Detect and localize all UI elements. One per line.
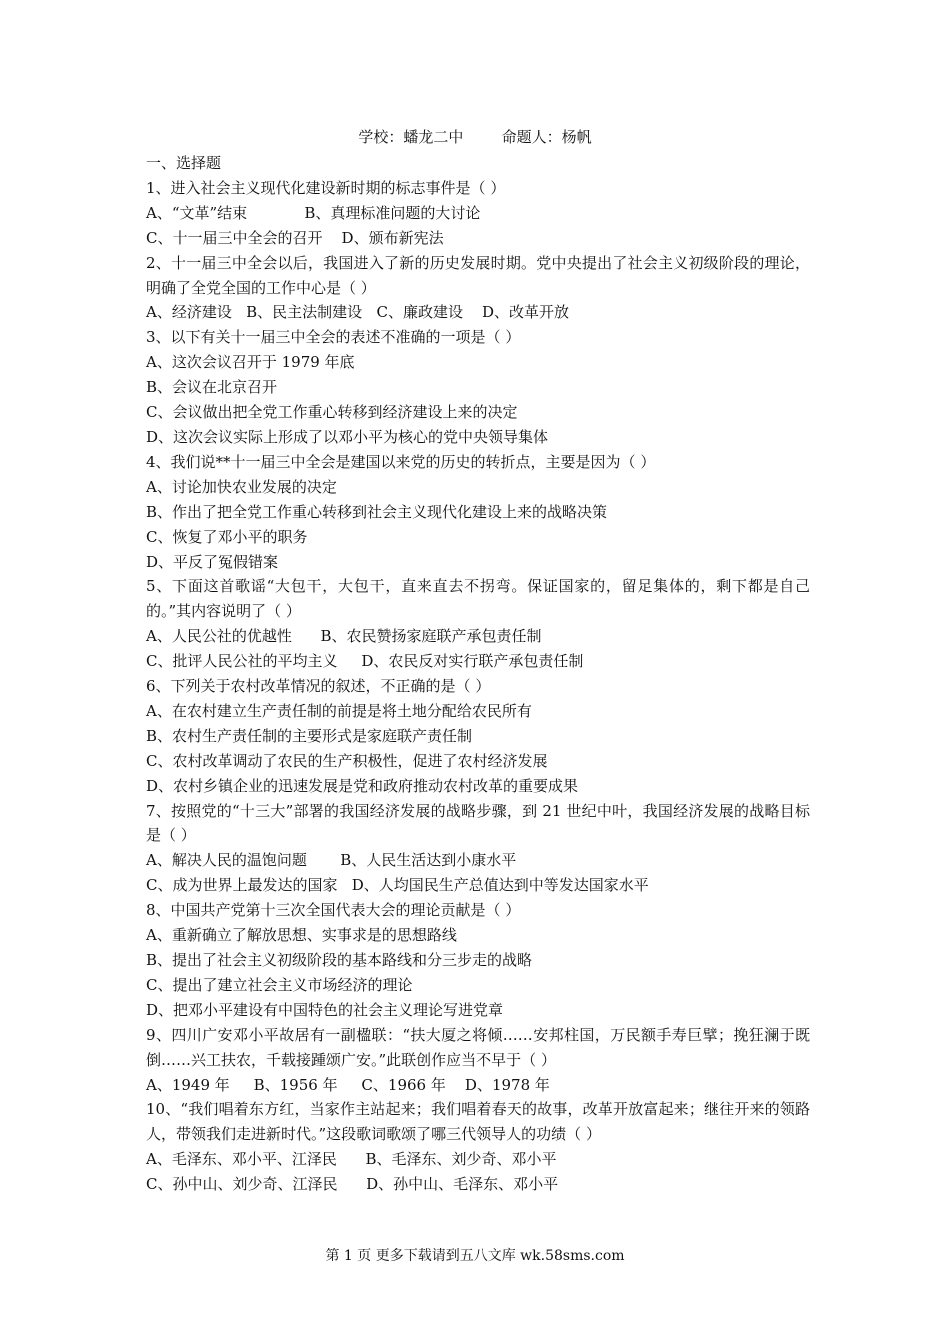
answer-option-line: D、把邓小平建设有中国特色的社会主义理论写进党章	[146, 1000, 504, 1019]
question-stem: 8、中国共产党第十三次全国代表大会的理论贡献是（ ）	[146, 901, 521, 920]
answer-option-line: C、会议做出把全党工作重心转移到经济建设上来的决定	[146, 403, 518, 422]
answer-option-line: C、恢复了邓小平的职务	[146, 527, 308, 546]
answer-option-line: C、孙中山、刘少奇、江泽民 D、孙中山、毛泽东、邓小平	[146, 1175, 559, 1194]
question-stem: 3、以下有关十一届三中全会的表述不准确的一项是（ ）	[146, 328, 521, 347]
question-list	[146, 151, 810, 1197]
page-footer: 第 1 页 更多下载请到五八文库 wk.58sms.com	[325, 1248, 625, 1264]
answer-option-line: B、作出了把全党工作重心转移到社会主义现代化建设上来的战略决策	[146, 502, 608, 521]
answer-option-line: A、毛泽东、邓小平、江泽民 B、毛泽东、刘少奇、邓小平	[146, 1150, 557, 1169]
question-stem: 6、下列关于农村改革情况的叙述，不正确的是（ ）	[146, 677, 491, 696]
answer-option-line: C、批评人民公社的平均主义 D、农民反对实行联产承包责任制	[146, 652, 584, 671]
answer-option-line: D、农村乡镇企业的迅速发展是党和政府推动农村改革的重要成果	[146, 776, 579, 795]
answer-option-line: A、“文革”结束 B、真理标准问题的大讨论	[146, 203, 481, 222]
answer-option-line: D、平反了冤假错案	[146, 552, 279, 571]
question-stem: 10、“我们唱着东方红，当家作主站起来；我们唱着春天的故事，改革开放富起来；继往开来的领路人，带领我们走进新时代。”这段歌词歌颂了哪三代领导人的功绩（ ）	[146, 1100, 810, 1144]
question-stem: 2、十一届三中全会以后，我国进入了新的历史发展时期。党中央提出了社会主义初级阶段的理论，明确了全党全国的工作中心是（ ）	[146, 253, 810, 297]
answer-option-line: A、1949 年 B、1956 年 C、1966 年 D、1978 年	[146, 1075, 550, 1094]
answer-option-line: B、提出了社会主义初级阶段的基本路线和分三步走的战略	[146, 951, 533, 969]
answer-option-line: A、解决人民的温饱问题 B、人民生活达到小康水平	[146, 851, 517, 870]
answer-option-line: A、人民公社的优越性 B、农民赞扬家庭联产承包责任制	[146, 627, 542, 646]
answer-option-line: A、在农村建立生产责任制的前提是将土地分配给农民所有	[146, 701, 532, 720]
question-stem: 4、我们说**十一届三中全会是建国以来党的历史的转折点，主要是因为（ ）	[146, 452, 656, 471]
answer-option-line: A、讨论加快农业发展的决定	[146, 477, 337, 496]
question-stem: 7、按照党的“十三大”部署的我国经济发展的战略步骤，到 21 世纪中叶，我国经济发展的战略目标是（ ）	[146, 801, 810, 845]
question-stem: 5、下面这首歌谣“大包干，大包干，直来直去不拐弯。保证国家的，留足集体的，剩下都是自己的。”其内容说明了（ ）	[146, 577, 810, 621]
answer-option-line: A、这次会议召开于 1979 年底	[146, 353, 355, 372]
answer-option-line: C、十一届三中全会的召开 D、颁布新宪法	[146, 228, 444, 247]
answer-option-line: C、成为世界上最发达的国家 D、人均国民生产总值达到中等发达国家水平	[146, 876, 649, 895]
question-stem: 1、进入社会主义现代化建设新时期的标志事件是（ ）	[146, 178, 506, 197]
answer-option-line: C、农村改革调动了农民的生产积极性，促进了农村经济发展	[146, 751, 548, 770]
answer-option-line: D、这次会议实际上形成了以邓小平为核心的党中央领导集体	[146, 427, 549, 446]
answer-option-line: A、经济建设 B、民主法制建设 C、廉政建设 D、改革开放	[146, 303, 570, 322]
question-stem: 9、四川广安邓小平故居有一副楹联：“扶大厦之将倾……安邦柱国，万民额手寿巨擘；挽狂澜于既倒……兴工扶农，千载接踵颂广安。”此联创作应当不早于（ ）	[146, 1025, 810, 1069]
answer-option-line: C、提出了建立社会主义市场经济的理论	[146, 975, 413, 994]
section-title: 一、选择题	[146, 154, 222, 172]
answer-option-line: B、会议在北京召开	[146, 378, 278, 397]
answer-option-line: A、重新确立了解放思想、实事求是的思想路线	[146, 926, 457, 945]
exam-header: 学校：蟠龙二中 命题人：杨帆	[358, 128, 592, 146]
answer-option-line: B、农村生产责任制的主要形式是家庭联产责任制	[146, 726, 473, 745]
